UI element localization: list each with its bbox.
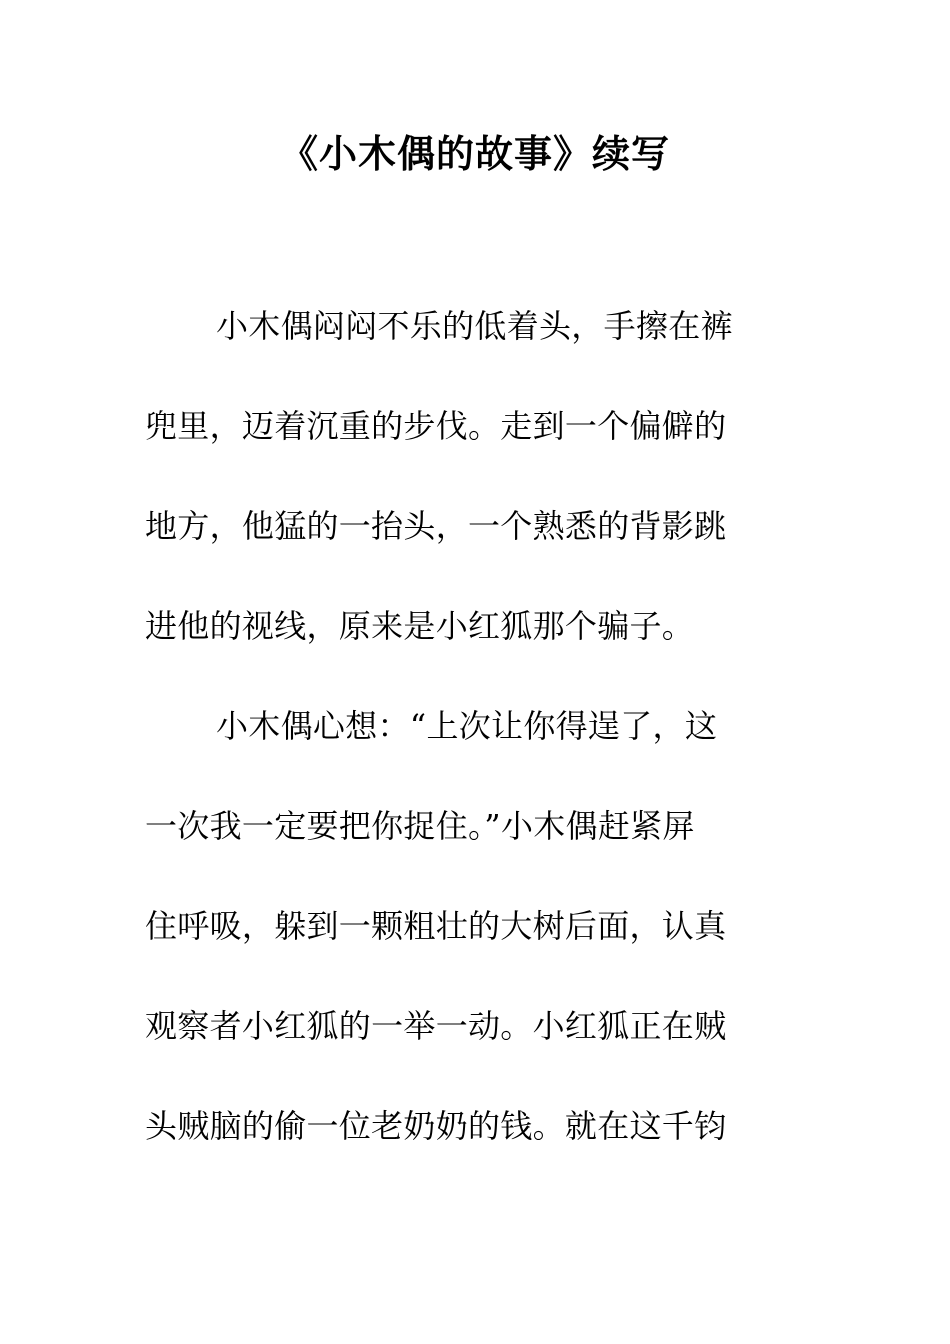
paragraph-line: 小木偶闷闷不乐的低着头，手擦在裤 [216,307,733,345]
paragraph-line: 观察者小红狐的一举一动。小红狐正在贼 [145,1007,727,1045]
paragraph-line: 进他的视线，原来是小红狐那个骗子。 [145,607,695,645]
paragraph-line: 兜里，迈着沉重的步伐。走到一个偏僻的 [145,407,727,445]
paragraph-line: 住呼吸，躲到一颗粗壮的大树后面，认真 [145,907,727,945]
paragraph-line: 小木偶心想：“上次让你得逞了，这 [216,707,718,745]
document-title: 《小木偶的故事》续写 [279,131,670,176]
paragraph-line: 一次我一定要把你捉住。”小木偶赶紧屏 [145,807,695,845]
paragraph-line: 头贼脑的偷一位老奶奶的钱。就在这千钧 [145,1107,727,1145]
paragraph-line: 地方，他猛的一抬头，一个熟悉的背影跳 [145,507,727,545]
